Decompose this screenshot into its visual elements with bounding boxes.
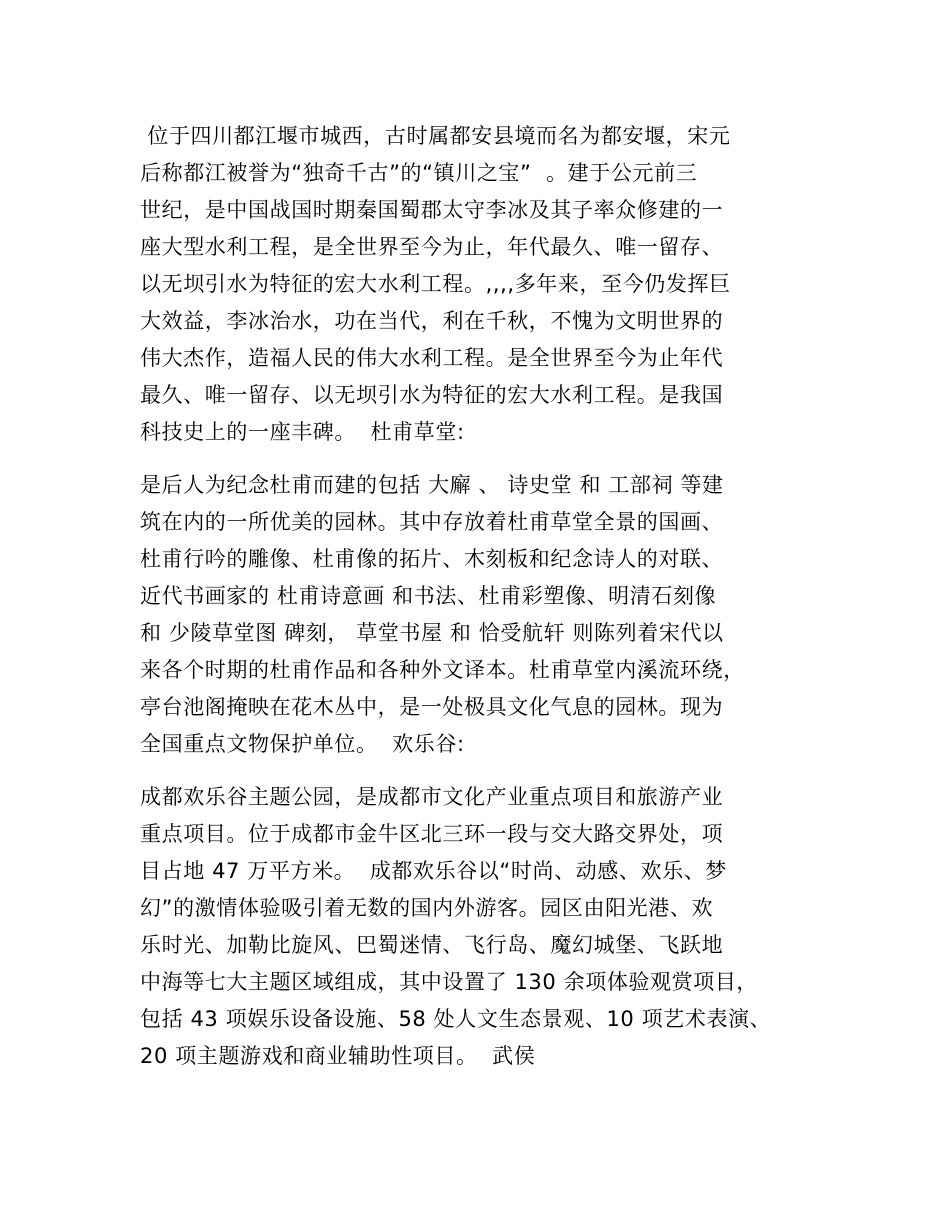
- text-line: 亭台池阁掩映在花木丛中，是一处极具文化气息的园林。现为: [140, 695, 724, 719]
- text-line: 乐时光、加勒比旋风、巴蜀迷情、飞行岛、魔幻城堡、飞跃地: [140, 933, 724, 957]
- text-line: 20 项主题游戏和商业辅助性项目。 武侯: [140, 1044, 536, 1068]
- text-line: 座大型水利工程，是全世界至今为止，年代最久、唯一留存、: [140, 235, 724, 259]
- text-line: 世纪，是中国战国时期秦国蜀郡太守李冰及其子率众修建的一: [140, 198, 724, 222]
- text-line: 科技史上的一座丰碑。 杜甫草堂:: [140, 420, 465, 444]
- paragraph-dufu-caotang: [140, 467, 840, 763]
- text-line: 近代书画家的 杜甫诗意画 和书法、杜甫彩塑像、明清石刻像: [140, 584, 717, 608]
- text-line: 伟大杰作，造福人民的伟大水利工程。是全世界至今为止年代: [140, 346, 724, 370]
- text-line: 是后人为纪念杜甫而建的包括 大廨 、 诗史堂 和 工部祠 等建: [140, 473, 724, 497]
- text-line: 最久、唯一留存、以无坝引水为特征的宏大水利工程。是我国: [140, 383, 724, 407]
- text-line: 重点项目。位于成都市金牛区北三环一段与交大路交界处，项: [140, 822, 724, 846]
- text-line: 筑在内的一所优美的园林。其中存放着杜甫草堂全景的国画、: [140, 510, 724, 534]
- text-line: 中海等七大主题区域组成，其中设置了 130 余项体验观赏项目，: [140, 970, 759, 994]
- text-line: 位于四川都江堰市城西，古时属都安县境而名为都安堰，宋元: [140, 124, 731, 148]
- text-line: 大效益，李冰治水，功在当代，利在千秋，不愧为文明世界的: [140, 309, 724, 333]
- text-line: 全国重点文物保护单位。 欢乐谷:: [140, 732, 465, 756]
- text-line: 包括 43 项娱乐设备设施、58 处人文生态景观、10 项艺术表演、: [140, 1007, 772, 1031]
- text-line: 后称都江被誉为“独奇千古”的“镇川之宝” 。建于公元前三: [140, 161, 698, 185]
- text-line: 幻”的激情体验吸引着无数的国内外游客。园区由阳光港、欢: [140, 896, 714, 920]
- paragraph-dujiangyan: [140, 118, 840, 451]
- text-line: 成都欢乐谷主题公园，是成都市文化产业重点项目和旅游产业: [140, 785, 724, 809]
- text-line: 目占地 47 万平方米。 成都欢乐谷以“时尚、动感、欢乐、梦: [140, 859, 727, 883]
- text-line: 来各个时期的杜甫作品和各种外文译本。杜甫草堂内溪流环绕，: [140, 658, 745, 682]
- paragraph-happy-valley: [140, 779, 840, 1075]
- text-line: 以无坝引水为特征的宏大水利工程。,,,,多年来，至今仍发挥巨: [140, 272, 731, 296]
- text-line: 杜甫行吟的雕像、杜甫像的拓片、木刻板和纪念诗人的对联、: [140, 547, 724, 571]
- text-line: 和 少陵草堂图 碑刻， 草堂书屋 和 恰受航轩 则陈列着宋代以: [140, 621, 724, 645]
